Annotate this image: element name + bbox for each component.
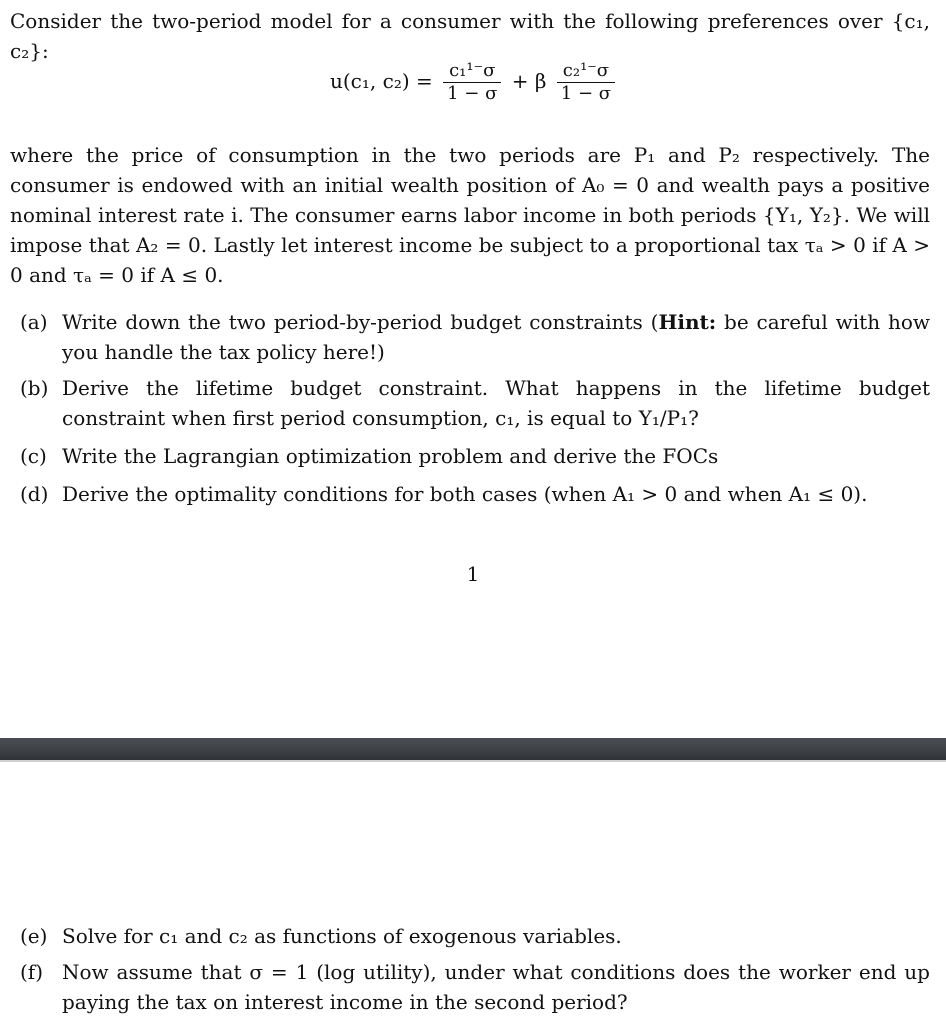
- question-label: (c): [20, 444, 47, 468]
- question-text: Write down the two period-by-period budget constraints (Hint: be careful with how you handle the tax policy here!): [62, 310, 930, 364]
- question-e: [20, 921, 930, 951]
- question-label: (e): [20, 924, 48, 948]
- question-d: [20, 479, 930, 509]
- plus-beta: + β: [511, 69, 547, 93]
- question-text: Now assume that σ = 1 (log utility), under what conditions does the worker end up paying the tax on interest income in the second period?: [62, 960, 930, 1014]
- question-f: [20, 957, 930, 1017]
- fraction-period-2: [557, 60, 615, 105]
- page-separator: [0, 738, 946, 760]
- fraction-2-denominator: 1 − σ: [560, 83, 612, 104]
- question-label: (f): [20, 960, 44, 984]
- question-text: Derive the optimality conditions for both cases (when A₁ > 0 and when A₁ ≤ 0).: [62, 482, 868, 506]
- question-b: [20, 373, 930, 433]
- question-a: [20, 307, 930, 367]
- fraction-period-1: [443, 60, 501, 105]
- page-number: 1: [466, 562, 480, 586]
- question-label: (b): [20, 376, 49, 400]
- question-text: Write the Lagrangian optimization problem and derive the FOCs: [62, 444, 719, 468]
- hint-label: Hint:: [658, 310, 717, 334]
- question-label: (a): [20, 310, 48, 334]
- fraction-2-numerator: c₂¹⁻σ: [557, 60, 615, 83]
- page-separator-shadow: [0, 760, 946, 762]
- fraction-1-numerator: c₁¹⁻σ: [443, 60, 501, 83]
- setup-paragraph: where the price of consumption in the two periods are P₁ and P₂ respectively. The consumer is endowed with an initial wealth position of A₀ = 0 and wealth pays a positive nominal interest rate i. The consumer earns labor income in both periods {Y₁, Y₂}. We will impose that A₂ = 0. Lastly let interest income be subject to a proportional tax τₐ > 0 if A > 0 and τₐ = 0 if A ≤ 0.: [10, 143, 930, 287]
- question-text: Solve for c₁ and c₂ as functions of exogenous variables.: [62, 924, 622, 948]
- intro-text: Consider the two-period model for a consumer with the following preferences over {c₁, c₂}:: [10, 9, 930, 63]
- equation-lhs: u(c₁, c₂) =: [330, 69, 433, 93]
- question-c: [20, 441, 930, 471]
- fraction-1-denominator: 1 − σ: [447, 83, 498, 104]
- question-text: Derive the lifetime budget constraint. What happens in the lifetime budget constraint when first period consumption, c₁, is equal to Y₁/P₁?: [62, 376, 930, 430]
- utility-equation: [330, 60, 619, 105]
- question-label: (d): [20, 482, 49, 506]
